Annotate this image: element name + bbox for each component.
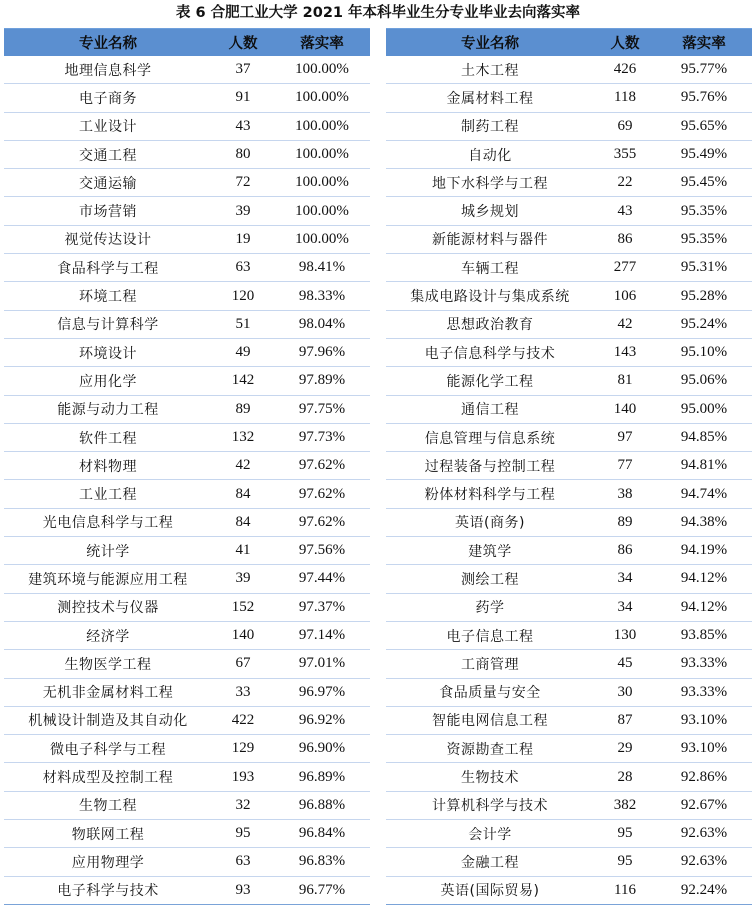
table-row [386, 706, 752, 734]
major-name-cell: 食品科学与工程 [4, 254, 212, 282]
rate-cell: 97.37% [274, 593, 370, 621]
major-name-cell: 集成电路设计与集成系统 [386, 282, 594, 310]
major-name-cell: 无机非金属材料工程 [4, 678, 212, 706]
rate-cell: 95.35% [656, 225, 752, 253]
rate-cell: 97.01% [274, 650, 370, 678]
table-row [4, 706, 370, 734]
table-row [386, 197, 752, 225]
rate-cell: 94.81% [656, 452, 752, 480]
count-cell: 152 [212, 593, 274, 621]
table-row [4, 310, 370, 338]
rate-cell: 96.92% [274, 706, 370, 734]
table-row [4, 876, 370, 904]
table-row [4, 225, 370, 253]
table-row [386, 480, 752, 508]
rate-cell: 94.19% [656, 537, 752, 565]
table-row [386, 254, 752, 282]
left-table [4, 28, 370, 905]
major-name-cell: 通信工程 [386, 395, 594, 423]
count-cell: 28 [594, 763, 656, 791]
major-name-cell: 资源勘查工程 [386, 735, 594, 763]
rate-cell: 100.00% [274, 197, 370, 225]
major-name-cell: 机械设计制造及其自动化 [4, 706, 212, 734]
table-row [4, 56, 370, 84]
count-cell: 118 [594, 84, 656, 112]
major-name-cell: 自动化 [386, 140, 594, 168]
table-row [386, 423, 752, 451]
count-cell: 86 [594, 225, 656, 253]
major-name-cell: 建筑学 [386, 537, 594, 565]
count-cell: 51 [212, 310, 274, 338]
table-row [4, 197, 370, 225]
major-name-cell: 物联网工程 [4, 820, 212, 848]
table-row [4, 84, 370, 112]
table-row [386, 621, 752, 649]
table-row [4, 395, 370, 423]
major-name-cell: 英语(商务) [386, 508, 594, 536]
table-row [4, 621, 370, 649]
rate-cell: 93.10% [656, 706, 752, 734]
major-name-cell: 地下水科学与工程 [386, 169, 594, 197]
right-table-body [386, 56, 752, 904]
count-cell: 87 [594, 706, 656, 734]
count-cell: 86 [594, 537, 656, 565]
major-name-cell: 测控技术与仪器 [4, 593, 212, 621]
rate-cell: 93.33% [656, 650, 752, 678]
count-cell: 43 [594, 197, 656, 225]
major-name-cell: 粉体材料科学与工程 [386, 480, 594, 508]
table-row [386, 84, 752, 112]
table-row [386, 763, 752, 791]
count-cell: 277 [594, 254, 656, 282]
rate-cell: 95.06% [656, 367, 752, 395]
table-row [4, 282, 370, 310]
rate-cell: 96.97% [274, 678, 370, 706]
rate-cell: 94.12% [656, 593, 752, 621]
count-cell: 80 [212, 140, 274, 168]
count-cell: 129 [212, 735, 274, 763]
rate-cell: 94.85% [656, 423, 752, 451]
rate-cell: 97.62% [274, 508, 370, 536]
major-name-cell: 能源化学工程 [386, 367, 594, 395]
count-cell: 422 [212, 706, 274, 734]
count-cell: 95 [212, 820, 274, 848]
table-row [4, 820, 370, 848]
major-name-cell: 应用化学 [4, 367, 212, 395]
table-row [386, 367, 752, 395]
count-cell: 140 [212, 621, 274, 649]
table-row [4, 254, 370, 282]
rate-cell: 96.84% [274, 820, 370, 848]
count-cell: 193 [212, 763, 274, 791]
count-cell: 130 [594, 621, 656, 649]
table-caption: 表 6 合肥工业大学 2021 年本科毕业生分专业毕业去向落实率 [175, 5, 581, 21]
header-count: 人数 [594, 29, 656, 57]
table-row [4, 452, 370, 480]
count-cell: 93 [212, 876, 274, 904]
table-row [386, 848, 752, 876]
count-cell: 72 [212, 169, 274, 197]
rate-cell: 97.62% [274, 452, 370, 480]
table-row [386, 282, 752, 310]
table-row [386, 225, 752, 253]
table-row [386, 56, 752, 84]
major-name-cell: 环境工程 [4, 282, 212, 310]
table-row [386, 338, 752, 366]
major-name-cell: 测绘工程 [386, 565, 594, 593]
major-name-cell: 生物技术 [386, 763, 594, 791]
table-row [386, 791, 752, 819]
table-row [4, 791, 370, 819]
rate-cell: 92.86% [656, 763, 752, 791]
count-cell: 32 [212, 791, 274, 819]
rate-cell: 97.14% [274, 621, 370, 649]
rate-cell: 92.63% [656, 820, 752, 848]
major-name-cell: 车辆工程 [386, 254, 594, 282]
major-name-cell: 过程装备与控制工程 [386, 452, 594, 480]
rate-cell: 94.12% [656, 565, 752, 593]
major-name-cell: 电子科学与技术 [4, 876, 212, 904]
count-cell: 19 [212, 225, 274, 253]
count-cell: 30 [594, 678, 656, 706]
rate-cell: 100.00% [274, 84, 370, 112]
major-name-cell: 城乡规划 [386, 197, 594, 225]
count-cell: 142 [212, 367, 274, 395]
table-row [4, 338, 370, 366]
rate-cell: 100.00% [274, 112, 370, 140]
major-name-cell: 光电信息科学与工程 [4, 508, 212, 536]
count-cell: 426 [594, 56, 656, 84]
major-name-cell: 食品质量与安全 [386, 678, 594, 706]
rate-cell: 95.00% [656, 395, 752, 423]
count-cell: 38 [594, 480, 656, 508]
count-cell: 116 [594, 876, 656, 904]
major-name-cell: 软件工程 [4, 423, 212, 451]
count-cell: 84 [212, 480, 274, 508]
rate-cell: 97.44% [274, 565, 370, 593]
table-row [386, 395, 752, 423]
major-name-cell: 电子信息工程 [386, 621, 594, 649]
rate-cell: 95.76% [656, 84, 752, 112]
rate-cell: 95.35% [656, 197, 752, 225]
major-name-cell: 交通运输 [4, 169, 212, 197]
count-cell: 140 [594, 395, 656, 423]
count-cell: 22 [594, 169, 656, 197]
count-cell: 355 [594, 140, 656, 168]
count-cell: 106 [594, 282, 656, 310]
table-row [4, 169, 370, 197]
rate-cell: 97.56% [274, 537, 370, 565]
count-cell: 69 [594, 112, 656, 140]
count-cell: 39 [212, 565, 274, 593]
major-name-cell: 生物工程 [4, 791, 212, 819]
count-cell: 43 [212, 112, 274, 140]
major-name-cell: 微电子科学与工程 [4, 735, 212, 763]
count-cell: 42 [212, 452, 274, 480]
major-name-cell: 材料成型及控制工程 [4, 763, 212, 791]
count-cell: 45 [594, 650, 656, 678]
major-name-cell: 应用物理学 [4, 848, 212, 876]
rate-cell: 95.31% [656, 254, 752, 282]
major-name-cell: 生物医学工程 [4, 650, 212, 678]
major-name-cell: 建筑环境与能源应用工程 [4, 565, 212, 593]
major-name-cell: 金融工程 [386, 848, 594, 876]
count-cell: 89 [212, 395, 274, 423]
major-name-cell: 信息管理与信息系统 [386, 423, 594, 451]
table-row [4, 112, 370, 140]
right-header-row [386, 29, 752, 57]
count-cell: 143 [594, 338, 656, 366]
rate-cell: 100.00% [274, 225, 370, 253]
major-name-cell: 英语(国际贸易) [386, 876, 594, 904]
count-cell: 382 [594, 791, 656, 819]
rate-cell: 96.89% [274, 763, 370, 791]
right-table [386, 28, 752, 905]
major-name-cell: 新能源材料与器件 [386, 225, 594, 253]
rate-cell: 96.77% [274, 876, 370, 904]
major-name-cell: 工业设计 [4, 112, 212, 140]
count-cell: 49 [212, 338, 274, 366]
rate-cell: 100.00% [274, 169, 370, 197]
rate-cell: 100.00% [274, 140, 370, 168]
table-row [4, 763, 370, 791]
count-cell: 132 [212, 423, 274, 451]
table-row [4, 593, 370, 621]
count-cell: 29 [594, 735, 656, 763]
table-row [386, 508, 752, 536]
count-cell: 89 [594, 508, 656, 536]
table-row [4, 848, 370, 876]
count-cell: 33 [212, 678, 274, 706]
count-cell: 95 [594, 848, 656, 876]
table-row [4, 650, 370, 678]
table-row [386, 537, 752, 565]
count-cell: 63 [212, 254, 274, 282]
table-row [4, 508, 370, 536]
count-cell: 34 [594, 565, 656, 593]
count-cell: 84 [212, 508, 274, 536]
count-cell: 41 [212, 537, 274, 565]
count-cell: 67 [212, 650, 274, 678]
rate-cell: 96.90% [274, 735, 370, 763]
header-major-name: 专业名称 [4, 29, 212, 57]
header-major-name: 专业名称 [386, 29, 594, 57]
rate-cell: 95.77% [656, 56, 752, 84]
rate-cell: 93.33% [656, 678, 752, 706]
table-row [4, 735, 370, 763]
count-cell: 34 [594, 593, 656, 621]
rate-cell: 96.88% [274, 791, 370, 819]
count-cell: 39 [212, 197, 274, 225]
rate-cell: 94.38% [656, 508, 752, 536]
count-cell: 37 [212, 56, 274, 84]
table-row [386, 310, 752, 338]
table-row [4, 537, 370, 565]
count-cell: 63 [212, 848, 274, 876]
rate-cell: 92.24% [656, 876, 752, 904]
rate-cell: 95.45% [656, 169, 752, 197]
header-rate: 落实率 [274, 29, 370, 57]
table-row [386, 169, 752, 197]
left-table-body [4, 56, 370, 904]
major-name-cell: 土木工程 [386, 56, 594, 84]
table-row [386, 112, 752, 140]
major-name-cell: 地理信息科学 [4, 56, 212, 84]
table-row [4, 480, 370, 508]
major-name-cell: 统计学 [4, 537, 212, 565]
left-header-row [4, 29, 370, 57]
rate-cell: 97.89% [274, 367, 370, 395]
major-name-cell: 经济学 [4, 621, 212, 649]
table-row [386, 876, 752, 904]
major-name-cell: 市场营销 [4, 197, 212, 225]
table-row [386, 565, 752, 593]
table-row [386, 678, 752, 706]
major-name-cell: 能源与动力工程 [4, 395, 212, 423]
major-name-cell: 计算机科学与技术 [386, 791, 594, 819]
rate-cell: 95.24% [656, 310, 752, 338]
rate-cell: 92.67% [656, 791, 752, 819]
rate-cell: 98.04% [274, 310, 370, 338]
header-rate: 落实率 [656, 29, 752, 57]
major-name-cell: 会计学 [386, 820, 594, 848]
table-row [386, 820, 752, 848]
rate-cell: 97.62% [274, 480, 370, 508]
rate-cell: 95.28% [656, 282, 752, 310]
rate-cell: 100.00% [274, 56, 370, 84]
major-name-cell: 金属材料工程 [386, 84, 594, 112]
major-name-cell: 环境设计 [4, 338, 212, 366]
table-row [4, 367, 370, 395]
major-name-cell: 电子信息科学与技术 [386, 338, 594, 366]
rate-cell: 95.65% [656, 112, 752, 140]
rate-cell: 97.96% [274, 338, 370, 366]
major-name-cell: 思想政治教育 [386, 310, 594, 338]
major-name-cell: 工业工程 [4, 480, 212, 508]
rate-cell: 95.10% [656, 338, 752, 366]
table-row [386, 140, 752, 168]
rate-cell: 94.74% [656, 480, 752, 508]
rate-cell: 92.63% [656, 848, 752, 876]
table-row [386, 452, 752, 480]
major-name-cell: 交通工程 [4, 140, 212, 168]
table-row [386, 593, 752, 621]
rate-cell: 96.83% [274, 848, 370, 876]
major-name-cell: 制药工程 [386, 112, 594, 140]
major-name-cell: 智能电网信息工程 [386, 706, 594, 734]
table-row [4, 678, 370, 706]
table-row [386, 735, 752, 763]
major-name-cell: 视觉传达设计 [4, 225, 212, 253]
rate-cell: 98.33% [274, 282, 370, 310]
major-name-cell: 材料物理 [4, 452, 212, 480]
count-cell: 81 [594, 367, 656, 395]
rate-cell: 98.41% [274, 254, 370, 282]
count-cell: 95 [594, 820, 656, 848]
major-name-cell: 工商管理 [386, 650, 594, 678]
count-cell: 42 [594, 310, 656, 338]
major-name-cell: 信息与计算科学 [4, 310, 212, 338]
table-row [4, 423, 370, 451]
count-cell: 91 [212, 84, 274, 112]
table-row [4, 565, 370, 593]
count-cell: 77 [594, 452, 656, 480]
table-row [4, 140, 370, 168]
header-count: 人数 [212, 29, 274, 57]
rate-cell: 93.10% [656, 735, 752, 763]
count-cell: 97 [594, 423, 656, 451]
rate-cell: 97.75% [274, 395, 370, 423]
rate-cell: 97.73% [274, 423, 370, 451]
rate-cell: 95.49% [656, 140, 752, 168]
major-name-cell: 电子商务 [4, 84, 212, 112]
count-cell: 120 [212, 282, 274, 310]
rate-cell: 93.85% [656, 621, 752, 649]
major-name-cell: 药学 [386, 593, 594, 621]
table-row [386, 650, 752, 678]
